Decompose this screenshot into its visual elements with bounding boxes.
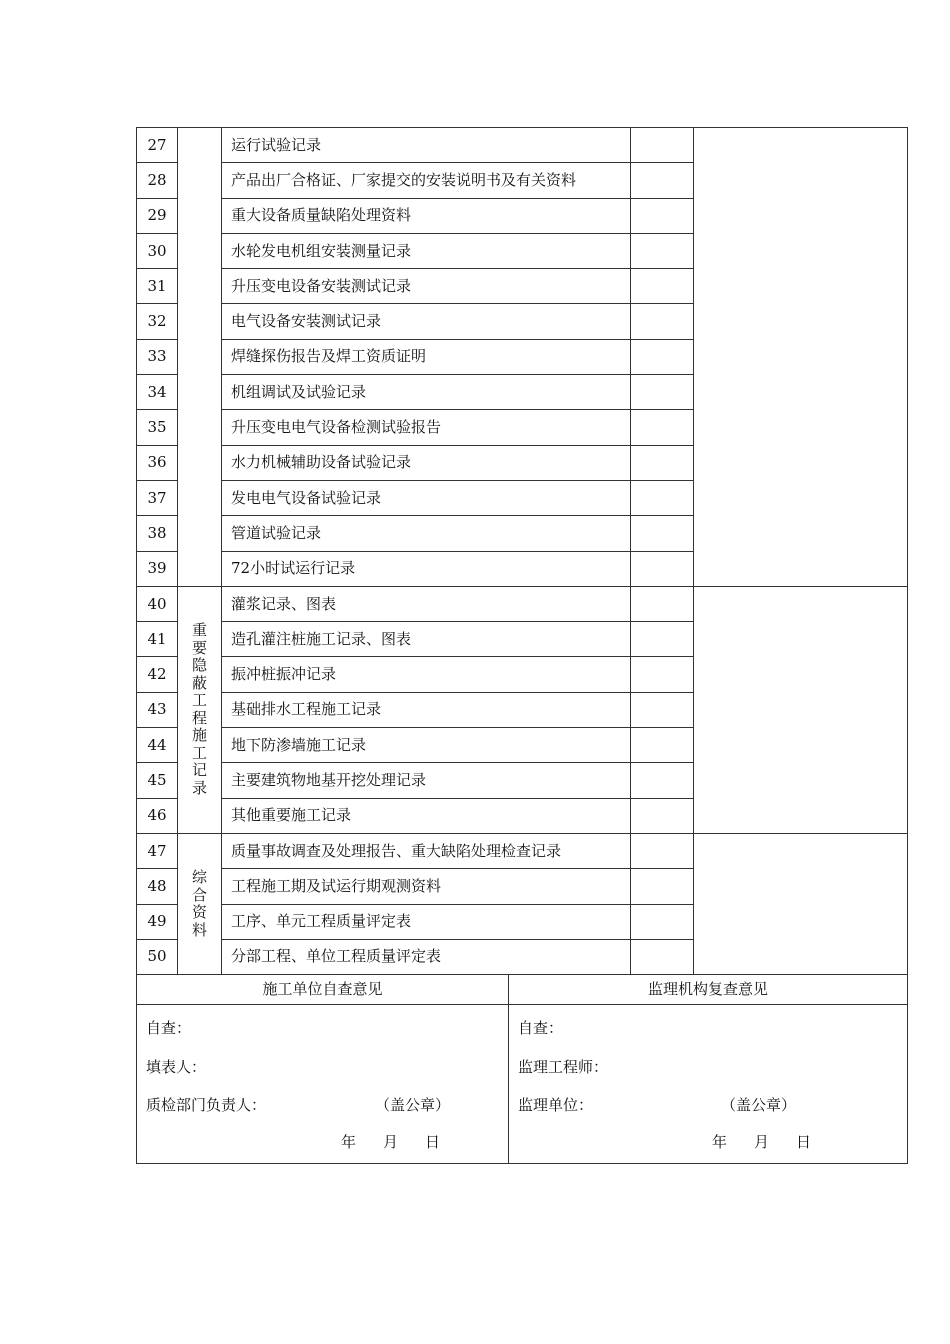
supervisor-unit-label: 监理单位：	[518, 1096, 594, 1115]
row-number: 49	[137, 904, 178, 939]
row-number: 37	[137, 480, 178, 515]
table-row	[137, 833, 908, 868]
check-cell[interactable]	[631, 798, 694, 833]
archive-checklist-sheet	[136, 127, 907, 1164]
check-cell[interactable]	[631, 304, 694, 339]
check-cell[interactable]	[631, 728, 694, 763]
category-label: 综合资料	[191, 868, 207, 939]
row-number: 27	[137, 128, 178, 163]
row-item: 造孔灌注桩施工记录、图表	[222, 622, 631, 657]
row-number: 43	[137, 692, 178, 727]
check-cell[interactable]	[631, 410, 694, 445]
contractor-self-check-label: 自查：	[146, 1019, 192, 1038]
table-row	[137, 586, 908, 621]
row-number: 40	[137, 586, 178, 621]
remark-cell[interactable]	[694, 128, 908, 587]
check-cell[interactable]	[631, 622, 694, 657]
supervisor-date	[712, 1135, 811, 1150]
row-number: 42	[137, 657, 178, 692]
records-table	[136, 127, 908, 975]
row-item: 焊缝探伤报告及焊工资质证明	[222, 339, 631, 374]
check-cell[interactable]	[631, 939, 694, 974]
row-item: 质量事故调查及处理报告、重大缺陷处理检查记录	[222, 833, 631, 868]
supervisor-header: 监理机构复查意见	[509, 975, 908, 1005]
check-cell[interactable]	[631, 375, 694, 410]
signoff-table	[136, 974, 908, 1164]
row-item: 基础排水工程施工记录	[222, 692, 631, 727]
remark-cell[interactable]	[694, 833, 908, 974]
row-item: 发电电气设备试验记录	[222, 480, 631, 515]
row-number: 36	[137, 445, 178, 480]
row-number: 46	[137, 798, 178, 833]
row-number: 31	[137, 269, 178, 304]
category-label: 重要隐蔽工程施工记录	[191, 621, 207, 797]
row-item: 电气设备安装测试记录	[222, 304, 631, 339]
date-day: 日	[425, 1133, 441, 1152]
category-hidden-works	[178, 586, 222, 833]
table-row	[137, 128, 908, 163]
supervisor-engineer-label: 监理工程师：	[518, 1058, 609, 1077]
row-number: 50	[137, 939, 178, 974]
check-cell[interactable]	[631, 692, 694, 727]
check-cell[interactable]	[631, 128, 694, 163]
row-item: 产品出厂合格证、厂家提交的安装说明书及有关资料	[222, 163, 631, 198]
row-number: 44	[137, 728, 178, 763]
row-item: 管道试验记录	[222, 516, 631, 551]
row-number: 35	[137, 410, 178, 445]
row-item: 地下防渗墙施工记录	[222, 728, 631, 763]
check-cell[interactable]	[631, 339, 694, 374]
row-item: 灌浆记录、图表	[222, 586, 631, 621]
row-item: 工程施工期及试运行期观测资料	[222, 869, 631, 904]
signoff-header-row	[137, 975, 908, 1005]
contractor-header: 施工单位自查意见	[137, 975, 509, 1005]
row-item: 升压变电设备安装测试记录	[222, 269, 631, 304]
check-cell[interactable]	[631, 586, 694, 621]
contractor-seal-note: （盖公章）	[375, 1096, 451, 1115]
date-year: 年	[341, 1133, 357, 1152]
row-item: 水力机械辅助设备试验记录	[222, 445, 631, 480]
check-cell[interactable]	[631, 233, 694, 268]
check-cell[interactable]	[631, 657, 694, 692]
row-number: 48	[137, 869, 178, 904]
contractor-date	[341, 1135, 440, 1150]
row-number: 32	[137, 304, 178, 339]
row-number: 34	[137, 375, 178, 410]
check-cell[interactable]	[631, 445, 694, 480]
row-number: 47	[137, 833, 178, 868]
row-item: 主要建筑物地基开挖处理记录	[222, 763, 631, 798]
row-item: 水轮发电机组安装测量记录	[222, 233, 631, 268]
check-cell[interactable]	[631, 163, 694, 198]
row-number: 30	[137, 233, 178, 268]
supervisor-self-check-label: 自查：	[518, 1019, 564, 1038]
check-cell[interactable]	[631, 869, 694, 904]
check-cell[interactable]	[631, 480, 694, 515]
date-year: 年	[712, 1133, 728, 1152]
check-cell[interactable]	[631, 833, 694, 868]
date-day: 日	[796, 1133, 812, 1152]
contractor-qc-head-label: 质检部门负责人：	[146, 1096, 267, 1115]
supervisor-opinion-cell[interactable]	[509, 1005, 908, 1164]
row-number: 45	[137, 763, 178, 798]
date-month: 月	[383, 1133, 399, 1152]
row-number: 39	[137, 551, 178, 586]
check-cell[interactable]	[631, 269, 694, 304]
row-item: 机组调试及试验记录	[222, 375, 631, 410]
row-item: 其他重要施工记录	[222, 798, 631, 833]
contractor-opinion-cell[interactable]	[137, 1005, 509, 1164]
date-month: 月	[754, 1133, 770, 1152]
row-item: 运行试验记录	[222, 128, 631, 163]
row-item: 分部工程、单位工程质量评定表	[222, 939, 631, 974]
contractor-filler-label: 填表人：	[146, 1058, 207, 1077]
row-number: 38	[137, 516, 178, 551]
check-cell[interactable]	[631, 763, 694, 798]
row-item: 72小时试运行记录	[222, 551, 631, 586]
row-number: 29	[137, 198, 178, 233]
row-number: 41	[137, 622, 178, 657]
check-cell[interactable]	[631, 198, 694, 233]
row-item: 重大设备质量缺陷处理资料	[222, 198, 631, 233]
row-number: 28	[137, 163, 178, 198]
row-number: 33	[137, 339, 178, 374]
row-item: 升压变电电气设备检测试验报告	[222, 410, 631, 445]
check-cell[interactable]	[631, 516, 694, 551]
row-item: 工序、单元工程质量评定表	[222, 904, 631, 939]
category-summary	[178, 833, 222, 974]
supervisor-seal-note: （盖公章）	[721, 1096, 797, 1115]
check-cell[interactable]	[631, 904, 694, 939]
row-item: 振冲桩振冲记录	[222, 657, 631, 692]
remark-cell[interactable]	[694, 586, 908, 833]
signoff-body-row	[137, 1005, 908, 1164]
category-cell-continued	[178, 128, 222, 587]
check-cell[interactable]	[631, 551, 694, 586]
